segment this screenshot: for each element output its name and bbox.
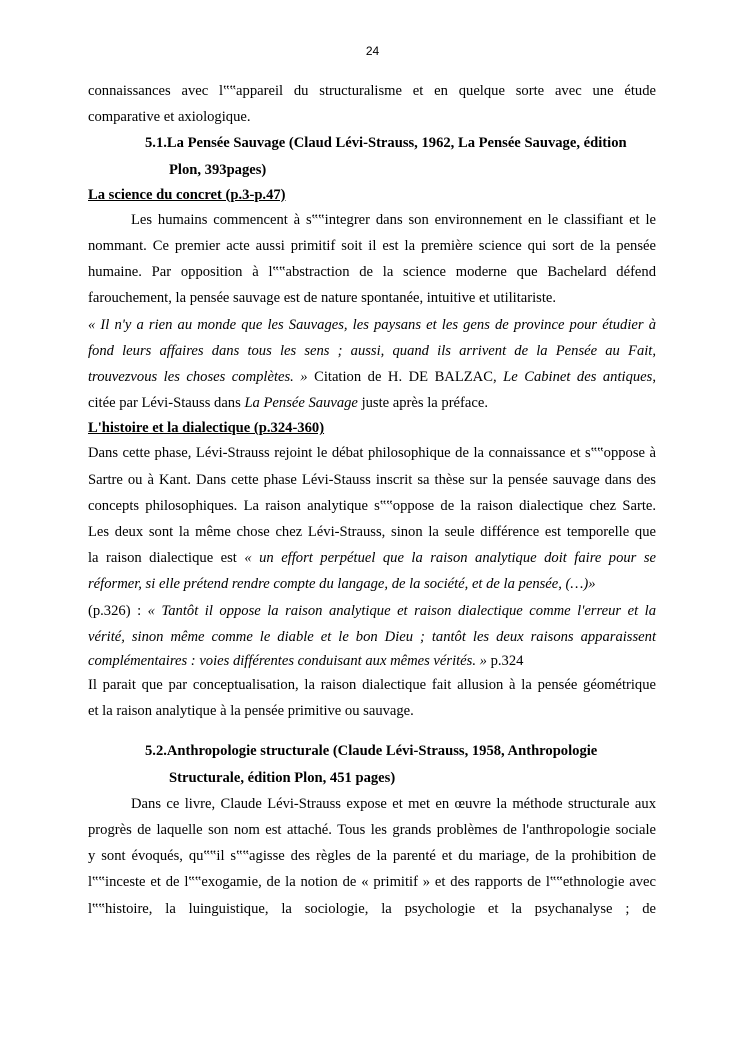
paragraph-p326: [88, 598, 656, 672]
heading-line: 5.1.La Pensée Sauvage (Claud Lévi-Strauss, 1962, La Pensée Sauvage, édition: [145, 135, 627, 152]
text-line: [88, 338, 656, 364]
text-line: Les deux sont la même chose chez Lévi-Strauss, sinon la seule différence est temporelle que: [88, 524, 656, 541]
text-line: [88, 598, 656, 624]
text-line: nommant. Ce premier acte aussi primitif soit il est la première science qui sort de la pensée: [88, 238, 656, 255]
quote-balzac: [88, 312, 656, 417]
document-body: [88, 78, 656, 922]
text-line: l‟‟inceste et de l‟‟exogamie, de la notion de « primitif » et des rapports de l‟‟ethnologie avec: [88, 874, 656, 891]
citation-text: citée par Lévi-Stauss dans: [88, 395, 245, 412]
section-heading-5-2: [88, 738, 656, 790]
citation-text: Citation de H. DE BALZAC,: [307, 369, 504, 386]
quote-text: fond leurs affaires dans tous les sens ; aussi, quand ils arrivent de la Pensée au Fait,: [88, 342, 656, 359]
text-line: [88, 364, 656, 390]
text-line: Il parait que par conceptualisation, la raison dialectique fait allusion à la pensée géométrique: [88, 677, 656, 694]
body-text: la raison dialectique est: [88, 550, 245, 567]
paragraph-phase: [88, 440, 656, 597]
text-line: [88, 545, 656, 571]
text-line: connaissances avec l‟‟appareil du structuralisme et en quelque sorte avec une étude: [88, 83, 656, 99]
text-line: Sartre ou à Kant. Dans cette phase Lévi-Stauss inscrit sa thèse sur la pensée sauvage dans des: [88, 471, 656, 488]
heading-line: Structurale, édition Plon, 451 pages): [169, 769, 396, 786]
subheading-science-du-concret: La science du concret (p.3-p.47): [88, 186, 286, 203]
quote-text: « un effort perpétuel que la raison analytique doit faire pour se: [244, 550, 656, 567]
quote-text: complémentaires : voies différentes conduisant aux mêmes vérités. »: [88, 653, 487, 670]
book-title: Le Cabinet des antiques: [503, 369, 653, 386]
quote-text: vérité, sinon même comme le diable et le bon Dieu ; tantôt les deux raisons apparaissent: [88, 628, 656, 645]
punctuation: ,: [652, 369, 656, 386]
paragraph-intro: [88, 78, 656, 130]
text-line: y sont évoqués, qu‟‟il s‟‟agisse des règles de la parenté et du mariage, de la prohibition de: [88, 848, 656, 865]
text-line: progrès de laquelle son nom est attaché. Tous les grands problèmes de l'anthropologie sociale: [88, 822, 656, 839]
text-line: Les humains commencent à s‟‟integrer dans son environnement en le classifiant et le: [131, 211, 656, 228]
text-line: [88, 571, 656, 597]
heading-line: Plon, 393pages): [169, 161, 267, 178]
section-heading-5-1: [88, 130, 656, 182]
text-line: concepts philosophiques. La raison analytique s‟‟oppose de la raison dialectique chez Sarte.: [88, 497, 656, 514]
text-line: l‟‟histoire, la luinguistique, la sociologie, la psychologie et la psychanalyse ; de: [88, 900, 656, 917]
paragraph-livre: [88, 791, 656, 922]
paragraph-spacing: [88, 724, 656, 738]
text-line: humaine. Par opposition à l‟‟abstraction de la science moderne que Bachelard défend: [88, 264, 656, 281]
quote-text: « Il n'y a rien au monde que les Sauvages, les paysans et les gens de province pour étudier à: [88, 316, 656, 333]
heading-line: 5.2.Anthropologie structurale (Claude Lévi-Strauss, 1958, Anthropologie: [145, 743, 598, 760]
body-text: (p.326) :: [88, 602, 148, 619]
paragraph-humains: [88, 207, 656, 312]
page-number: 24: [365, 44, 380, 58]
text-line: [88, 312, 656, 338]
text-line: Dans ce livre, Claude Lévi-Strauss expose et met en œuvre la méthode structurale aux: [131, 795, 656, 812]
quote-text: « Tantôt il oppose la raison analytique et raison dialectique comme l'erreur et la: [147, 602, 656, 619]
paragraph-parait: [88, 672, 656, 724]
text-line: farouchement, la pensée sauvage est de nature spontanée, intuitive et utilitariste.: [88, 290, 557, 307]
page-reference: p.324: [486, 653, 524, 670]
quote-text: trouvezvous les choses complètes. »: [88, 369, 308, 386]
citation-text: juste après la préface.: [357, 395, 488, 412]
text-line: [88, 650, 656, 672]
subheading-histoire-dialectique: L'histoire et la dialectique (p.324-360): [88, 420, 325, 437]
quote-text: réformer, si elle prétend rendre compte du langage, de la société, et de la pensée, (…)»: [88, 576, 596, 593]
book-title: La Pensée Sauvage: [244, 395, 358, 412]
text-line: [88, 624, 656, 650]
text-line: Dans cette phase, Lévi-Strauss rejoint le débat philosophique de la connaissance et s‟‟oppose à: [88, 445, 656, 462]
text-line: comparative et axiologique.: [88, 109, 251, 126]
text-line: [88, 390, 656, 416]
text-line: et la raison analytique à la pensée primitive ou sauvage.: [88, 703, 414, 720]
